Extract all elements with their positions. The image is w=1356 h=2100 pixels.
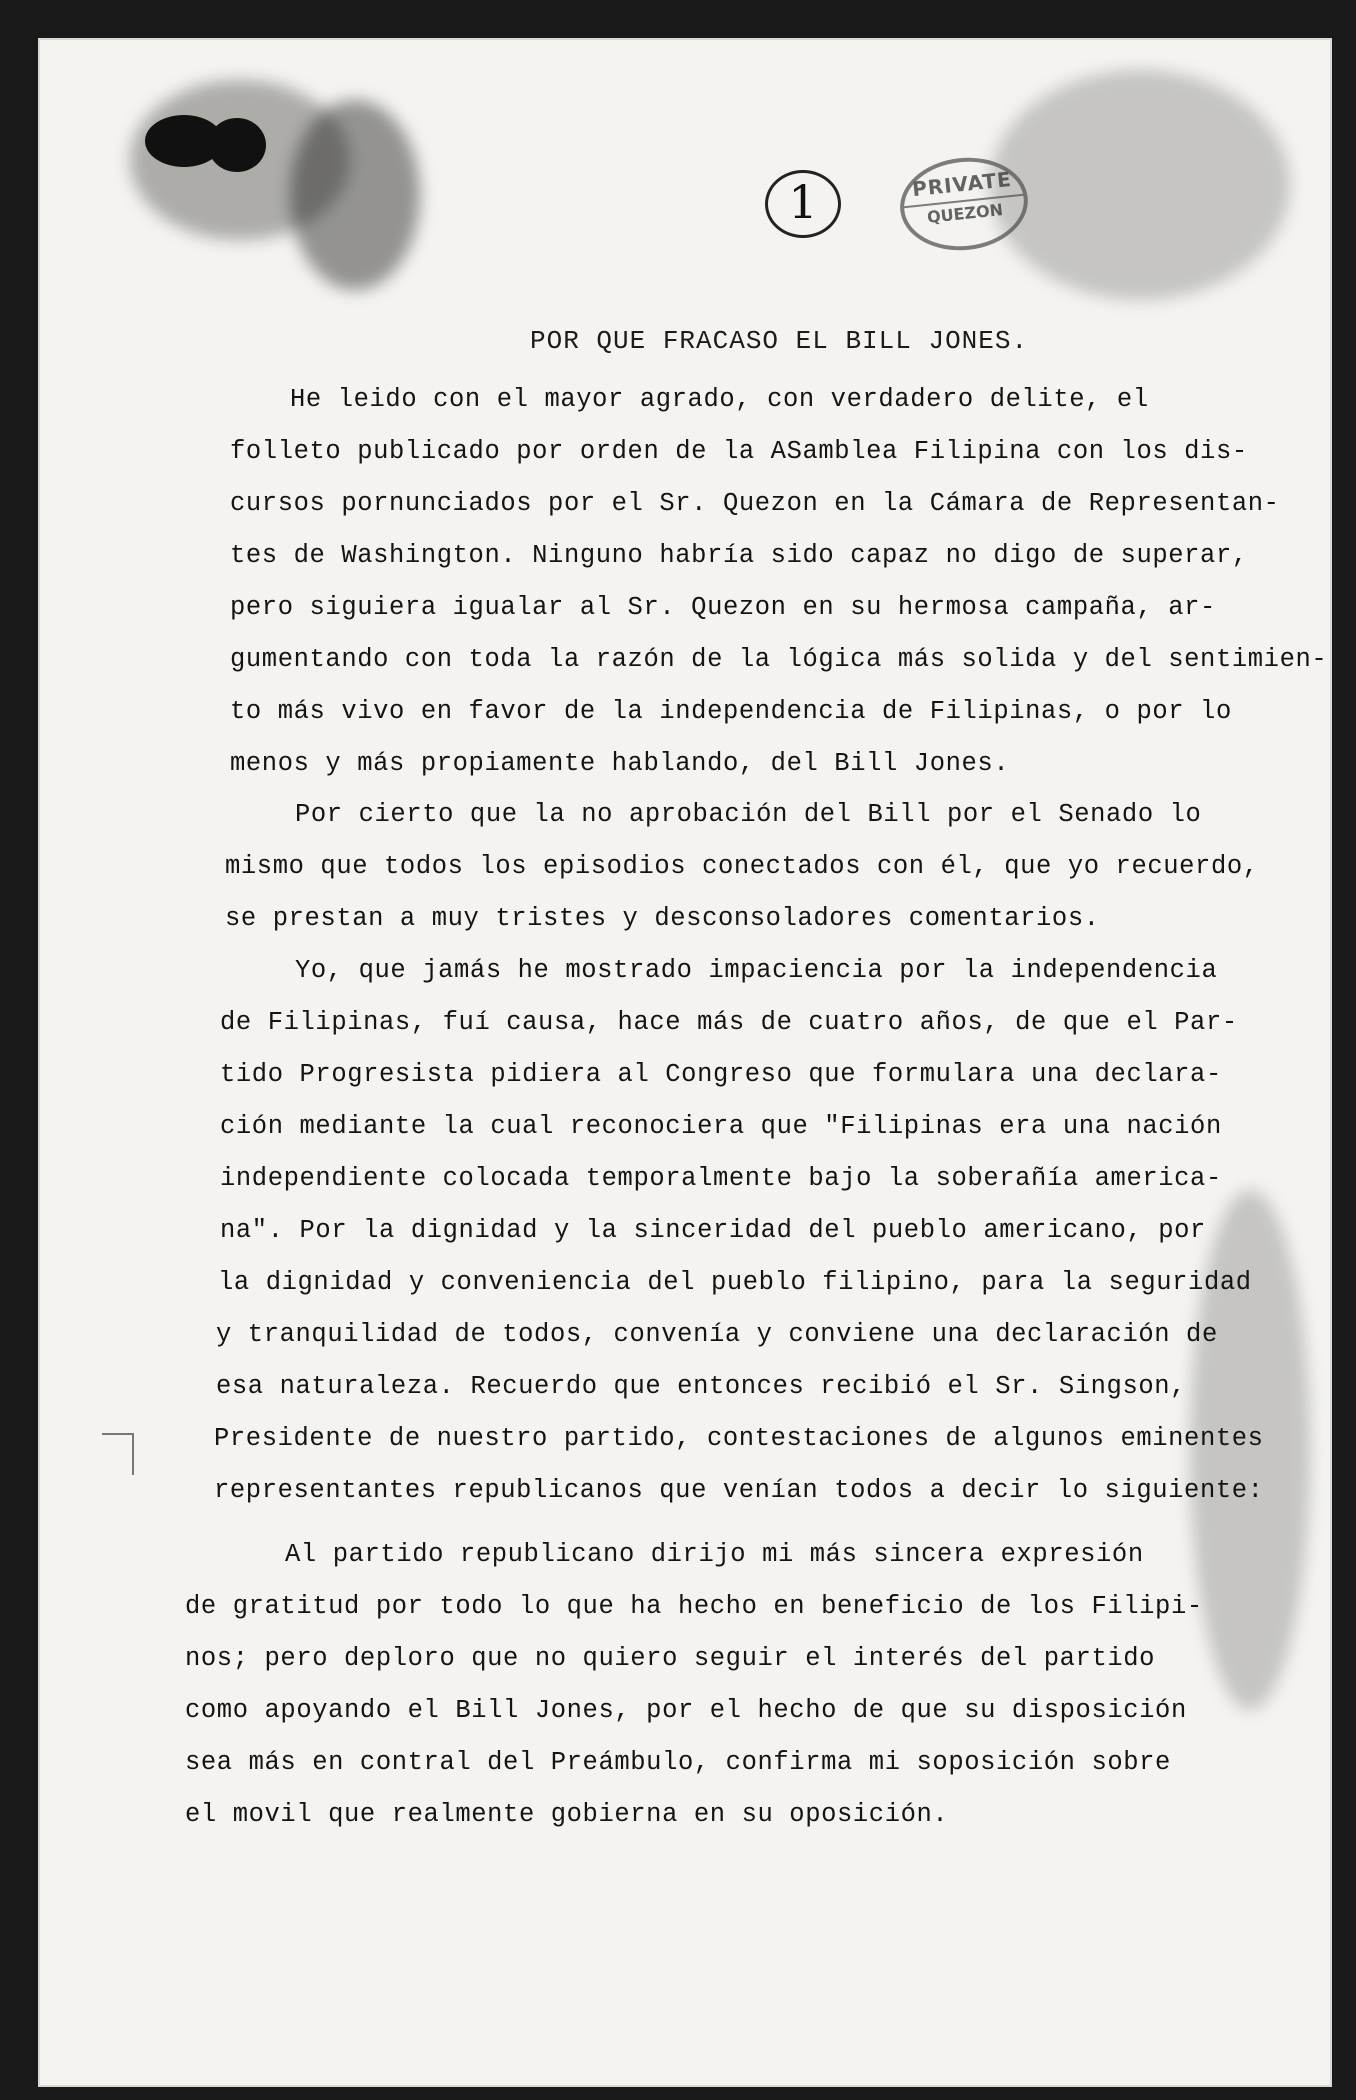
text-line: de Filipinas, fuí causa, hace más de cuatro años, de que el Par-: [220, 1008, 1238, 1037]
text-line: el movil que realmente gobierna en su oposición.: [185, 1800, 949, 1829]
scan-smudge: [290, 100, 420, 290]
text-line: menos y más propiamente hablando, del Bill Jones.: [230, 749, 1010, 778]
margin-mark: [102, 1433, 134, 1475]
text-line: tes de Washington. Ninguno habría sido capaz no digo de superar,: [230, 541, 1248, 570]
text-line: independiente colocada temporalmente bajo la soberañía america-: [220, 1164, 1222, 1193]
document-page: [40, 40, 1330, 2085]
text-line: y tranquilidad de todos, convenía y conviene una declaración de: [216, 1320, 1218, 1349]
text-line: esa naturaleza. Recuerdo que entonces recibió el Sr. Singson,: [216, 1372, 1187, 1401]
text-line: tido Progresista pidiera al Congreso que formulara una declara-: [220, 1060, 1222, 1089]
text-line: representantes republicanos que venían todos a decir lo siguiente:: [214, 1476, 1264, 1505]
text-line: Por cierto que la no aprobación del Bill por el Senado lo: [295, 800, 1202, 829]
text-line: ción mediante la cual reconociera que "Filipinas era una nación: [220, 1112, 1222, 1141]
scan-smudge: [990, 70, 1290, 300]
text-line: sea más en contral del Preámbulo, confirma mi soposición sobre: [185, 1748, 1171, 1777]
text-line: pero siguiera igualar al Sr. Quezon en su hermosa campaña, ar-: [230, 593, 1216, 622]
text-line: de gratitud por todo lo que ha hecho en beneficio de los Filipi-: [185, 1592, 1203, 1621]
text-line: nos; pero deploro que no quiero seguir el interés del partido: [185, 1644, 1156, 1673]
text-line: se prestan a muy tristes y desconsoladores comentarios.: [225, 904, 1100, 933]
text-line: na". Por la dignidad y la sinceridad del pueblo americano, por: [220, 1216, 1206, 1245]
text-line: folleto publicado por orden de la ASamblea Filipina con los dis-: [230, 437, 1248, 466]
text-line: la dignidad y conveniencia del pueblo filipino, para la seguridad: [218, 1268, 1252, 1297]
text-line: como apoyando el Bill Jones, por el hecho de que su disposición: [185, 1696, 1187, 1725]
text-line: Yo, que jamás he mostrado impaciencia por la independencia: [295, 956, 1218, 985]
document-title: POR QUE FRACASO EL BILL JONES.: [530, 326, 1029, 356]
stamp-line-1: PRIVATE: [910, 166, 1013, 202]
text-line: He leido con el mayor agrado, con verdadero delite, el: [290, 385, 1149, 414]
text-line: Presidente de nuestro partido, contestaciones de algunos eminentes: [214, 1424, 1264, 1453]
stamp-line-2: QUEZON: [904, 194, 1026, 229]
text-line: gumentando con toda la razón de la lógica más solida y del sentimien-: [230, 645, 1328, 674]
text-line: to más vivo en favor de la independencia de Filipinas, o por lo: [230, 697, 1232, 726]
page-number: 1: [765, 170, 841, 238]
binding-hole: [208, 118, 266, 172]
text-line: mismo que todos los episodios conectados con él, que yo recuerdo,: [225, 852, 1259, 881]
text-line: Al partido republicano dirijo mi más sincera expresión: [285, 1540, 1144, 1569]
text-line: cursos pornunciados por el Sr. Quezon en la Cámara de Representan-: [230, 489, 1280, 518]
